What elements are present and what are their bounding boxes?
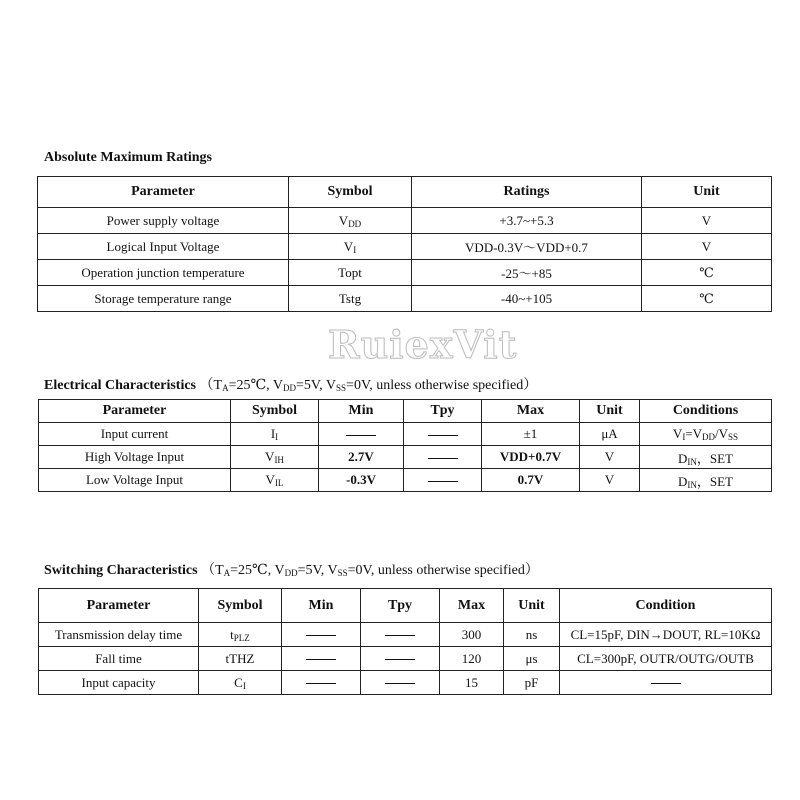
parameter-cell: Operation junction temperature: [38, 260, 289, 286]
electrical-characteristics-table: [38, 399, 772, 492]
dash-mark: [385, 659, 415, 660]
header-symbol: Symbol: [231, 400, 319, 423]
dash-mark: [346, 435, 376, 436]
parameter-cell: Logical Input Voltage: [38, 234, 289, 260]
condition-cell: CL=300pF, OUTR/OUTG/OUTB: [560, 647, 772, 671]
dash-mark: [385, 683, 415, 684]
dash-mark: [428, 435, 458, 436]
min-cell: [282, 623, 361, 647]
unit-cell: μA: [580, 423, 640, 446]
absolute-max-ratings-table: [37, 176, 772, 312]
parameter-cell: Transmission delay time: [39, 623, 199, 647]
header-parameter: Parameter: [38, 177, 289, 208]
table-row: [38, 234, 772, 260]
max-cell: 0.7V: [482, 469, 580, 492]
symbol-cell: $I_I$: [231, 423, 319, 446]
ratings-cell: -40~+105: [412, 286, 642, 312]
table-row: [39, 647, 772, 671]
table-header-row: [38, 177, 772, 208]
header-min: Min: [319, 400, 404, 423]
min-cell: [282, 647, 361, 671]
min-cell: [319, 423, 404, 446]
max-cell: ±1: [482, 423, 580, 446]
table-row: [38, 260, 772, 286]
unit-cell: ℃: [642, 286, 772, 312]
header-parameter: Parameter: [39, 400, 231, 423]
dash-mark: [385, 635, 415, 636]
tpy-cell: [404, 469, 482, 492]
table-header-row: [39, 589, 772, 623]
unit-cell: μs: [504, 647, 560, 671]
ratings-cell: -25～+85: [412, 260, 642, 286]
electrical-conditions-note: （$T_A=25℃$, $V_{DD}=5V$, $V_{SS}=0V$, unless otherwise specified）: [199, 378, 538, 393]
dash-mark: [428, 481, 458, 482]
table-header-row: [39, 400, 772, 423]
condition-cell: [560, 671, 772, 695]
electrical-characteristics-title: Electrical Characteristics （$T_A=25℃$, $V_{DD}=5V$, $V_{SS}=0V$, unless otherwise specified）: [44, 378, 538, 393]
symbol-cell: Topt: [289, 260, 412, 286]
symbol-cell: $t_{PLZ}$: [199, 623, 282, 647]
tpy-cell: [361, 647, 440, 671]
switching-characteristics-table: [38, 588, 772, 695]
conditions-cell: $D_{IN}$，SET: [640, 446, 772, 469]
tpy-cell: [404, 423, 482, 446]
symbol-cell: $V_{IH}$: [231, 446, 319, 469]
dash-mark: [306, 683, 336, 684]
tpy-cell: [361, 671, 440, 695]
table-row: [38, 208, 772, 234]
max-cell: VDD+0.7V: [482, 446, 580, 469]
symbol-cell: $V_I$: [289, 234, 412, 260]
header-condition: Condition: [560, 589, 772, 623]
dash-mark: [306, 659, 336, 660]
header-unit: Unit: [580, 400, 640, 423]
symbol-cell: $V_{DD}$: [289, 208, 412, 234]
dash-mark: [651, 683, 681, 684]
header-symbol: Symbol: [199, 589, 282, 623]
header-ratings: Ratings: [412, 177, 642, 208]
watermark-text: RuiexVit: [328, 322, 518, 367]
header-conditions: Conditions: [640, 400, 772, 423]
header-max: Max: [440, 589, 504, 623]
table-row: [39, 469, 772, 492]
unit-cell: V: [580, 469, 640, 492]
header-symbol: Symbol: [289, 177, 412, 208]
min-cell: 2.7V: [319, 446, 404, 469]
parameter-cell: Storage temperature range: [38, 286, 289, 312]
min-cell: -0.3V: [319, 469, 404, 492]
tpy-cell: [361, 623, 440, 647]
header-parameter: Parameter: [39, 589, 199, 623]
header-tpy: Tpy: [361, 589, 440, 623]
switching-characteristics-title: Switching Characteristics （$T_A=25℃$, $V_{DD}=5V$, $V_{SS}=0V$, unless otherwise specified）: [44, 563, 539, 578]
conditions-cell: $D_{IN}$，SET: [640, 469, 772, 492]
conditions-cell: $V_I=V_{DD}/V_{SS}$: [640, 423, 772, 446]
parameter-cell: Power supply voltage: [38, 208, 289, 234]
max-cell: 120: [440, 647, 504, 671]
unit-cell: V: [642, 208, 772, 234]
switching-conditions-note: （$T_A=25℃$, $V_{DD}=5V$, $V_{SS}=0V$, unless otherwise specified）: [201, 563, 539, 578]
dash-mark: [306, 635, 336, 636]
max-cell: 15: [440, 671, 504, 695]
tpy-cell: [404, 446, 482, 469]
condition-cell: CL=15pF, DIN→DOUT, RL=10KΩ: [560, 623, 772, 647]
parameter-cell: Fall time: [39, 647, 199, 671]
parameter-cell: Input current: [39, 423, 231, 446]
unit-cell: ℃: [642, 260, 772, 286]
parameter-cell: High Voltage Input: [39, 446, 231, 469]
unit-cell: V: [580, 446, 640, 469]
table-row: [39, 623, 772, 647]
table-row: [38, 286, 772, 312]
absolute-max-ratings-title: Absolute Maximum Ratings: [44, 150, 213, 165]
symbol-cell: Tstg: [289, 286, 412, 312]
unit-cell: pF: [504, 671, 560, 695]
symbol-cell: $V_{IL}$: [231, 469, 319, 492]
table-row: [39, 671, 772, 695]
table-row: [39, 446, 772, 469]
min-cell: [282, 671, 361, 695]
unit-cell: ns: [504, 623, 560, 647]
header-unit: Unit: [504, 589, 560, 623]
max-cell: 300: [440, 623, 504, 647]
ratings-cell: +3.7~+5.3: [412, 208, 642, 234]
table-row: [39, 423, 772, 446]
parameter-cell: Low Voltage Input: [39, 469, 231, 492]
symbol-cell: $C_I$: [199, 671, 282, 695]
unit-cell: V: [642, 234, 772, 260]
parameter-cell: Input capacity: [39, 671, 199, 695]
dash-mark: [428, 458, 458, 459]
header-min: Min: [282, 589, 361, 623]
header-tpy: Tpy: [404, 400, 482, 423]
ratings-cell: VDD-0.3V～VDD+0.7: [412, 234, 642, 260]
header-unit: Unit: [642, 177, 772, 208]
header-max: Max: [482, 400, 580, 423]
symbol-cell: tTHZ: [199, 647, 282, 671]
